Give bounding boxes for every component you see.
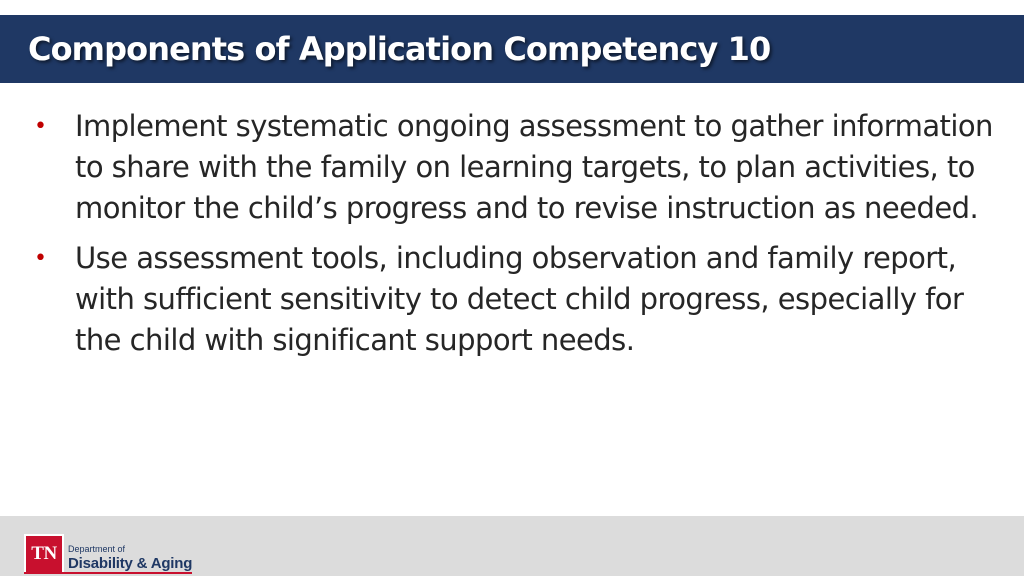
department-logo [24, 526, 192, 574]
bullet-marker: • [34, 114, 47, 139]
logo-wordmark [68, 544, 192, 574]
slide-content [34, 106, 994, 370]
bullet-list [34, 106, 994, 361]
bullet-item-assessment [34, 106, 994, 229]
bullet-item-tools [34, 238, 994, 361]
logo-department-name: Disability & Aging [68, 555, 193, 572]
bullet-text: Use assessment tools, including observation and family report, with sufficient sensitivity to detect child progress, especially for the child with significant support needs. [75, 241, 964, 357]
bullet-text: Implement systematic ongoing assessment to gather information to share with the family on learning targets, to plan activities, to monitor the child’s progress and to revise instruction as needed. [75, 109, 993, 225]
title-bar [0, 15, 1024, 83]
logo-mark-text: TN [31, 543, 57, 564]
slide-title: Components of Application Competency 10 [28, 30, 771, 68]
bullet-marker: • [34, 246, 47, 271]
tn-state-logo-icon [24, 534, 64, 574]
logo-underline [24, 572, 192, 574]
logo-department-label: Department of [68, 544, 126, 554]
